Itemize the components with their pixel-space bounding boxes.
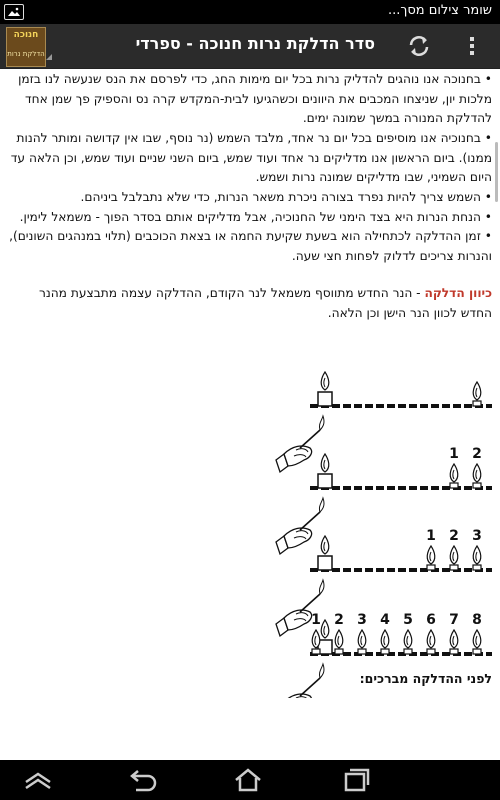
bullet-1: • בחנוכה אנו נוהגים להדליק נרות בכל יום מימות החג, כדי לפרסם את הנס שנעשה לנו בזמן מלכות יון, שניצחו המכבים את היוונים וכשהגיעו לבית-המקדש קרה נס והספיק פך שמן אחד להדלקת המנורה במשך שמונה ימים. — [18, 72, 492, 125]
screenshot-notification-icon — [4, 4, 24, 20]
recent-apps-icon[interactable] — [336, 766, 376, 794]
candle-flame-row-2-1 — [473, 464, 481, 482]
candle-cup-row-3-2 — [450, 565, 458, 570]
bullet-3: • השמש צריך להיות נפרד בצורה ניכרת משאר הנרות, כדי שלא נתבלבל ביניהם. — [80, 190, 492, 204]
candle-cup-row-3-3 — [427, 565, 435, 570]
candle-flame-row-3-2 — [450, 546, 458, 564]
app-logo[interactable] — [6, 27, 46, 67]
shamash-flame-row-4 — [321, 620, 329, 638]
status-text: שומר צילום מסך... — [387, 3, 492, 18]
page-title: סדר הדלקת נרות חנוכה - ספרדי — [135, 34, 375, 53]
candle-cup-row-2-2 — [450, 483, 458, 488]
shamash-holder-row-3 — [318, 556, 332, 570]
candle-number-row-3-2: 2 — [449, 528, 459, 544]
candle-flame-row-2-2 — [450, 464, 458, 482]
candle-number-row-2-1: 1 — [449, 446, 459, 462]
candle-number-row-4-4: 4 — [380, 612, 390, 628]
candle-cup-row-1-1 — [473, 401, 481, 406]
bullet-5: • זמן ההדלקה לכתחילה הוא בשעת שקיעת החמה או בצאת הכוכבים (תלוי במנהגים השונים), והנרות צריכים לדלוק לפחות חצי שעה. — [9, 229, 492, 263]
candle-number-row-4-5: 5 — [403, 612, 413, 628]
back-icon[interactable] — [122, 766, 162, 794]
candle-number-row-4-7: 7 — [449, 612, 459, 628]
app-logo-subtitle: הדלקת נרות — [7, 50, 45, 58]
illustration-svg — [270, 278, 500, 698]
app-logo-title: חנוכה — [13, 30, 39, 40]
candle-flame-row-4-3 — [427, 630, 435, 648]
candle-flame-row-4-7 — [335, 630, 343, 648]
candle-cup-row-4-8 — [312, 649, 320, 654]
candle-flame-row-4-5 — [381, 630, 389, 648]
candle-cup-row-4-7 — [335, 649, 343, 654]
navigation-bar — [0, 760, 500, 800]
candle-number-row-2-2: 2 — [472, 446, 482, 462]
candle-cup-row-4-4 — [404, 649, 412, 654]
candle-flame-row-3-3 — [427, 546, 435, 564]
lighting-hand-row-1 — [276, 416, 324, 472]
refresh-icon[interactable] — [406, 34, 432, 58]
candle-cup-row-4-1 — [473, 649, 481, 654]
bullet-4: • הנחת הנרות היא בצד הימני של החנוכיה, אבל מדליקים אותם בסדר הפוך - משמאל לימין. — [19, 210, 492, 224]
candle-number-row-4-8: 8 — [472, 612, 482, 628]
scrollbar[interactable] — [495, 142, 498, 202]
candle-number-row-4-1: 1 — [311, 612, 321, 628]
collapse-icon[interactable] — [18, 766, 58, 794]
candle-number-row-3-3: 3 — [472, 528, 482, 544]
candle-cup-row-4-5 — [381, 649, 389, 654]
candle-cup-row-3-1 — [473, 565, 481, 570]
up-caret-icon — [46, 54, 52, 60]
candle-flame-row-4-1 — [473, 630, 481, 648]
lighting-hand-row-4 — [276, 664, 324, 698]
candle-flame-row-3-1 — [473, 546, 481, 564]
candle-number-row-3-1: 1 — [426, 528, 436, 544]
overflow-menu-icon[interactable] — [466, 34, 478, 58]
shamash-holder-row-1 — [318, 392, 332, 406]
candle-cup-row-4-6 — [358, 649, 366, 654]
shamash-flame-row-3 — [321, 536, 329, 554]
candle-number-row-4-2: 2 — [334, 612, 344, 628]
candle-number-row-4-6: 6 — [426, 612, 436, 628]
action-bar — [0, 24, 500, 69]
direction-label: כיוון הדלקה — [424, 286, 492, 300]
shamash-holder-row-2 — [318, 474, 332, 488]
candle-cup-row-2-1 — [473, 483, 481, 488]
lighting-order-illustration — [270, 278, 500, 718]
shamash-flame-row-1 — [321, 372, 329, 390]
status-bar — [0, 0, 500, 24]
candle-flame-row-4-4 — [404, 630, 412, 648]
candle-number-row-4-3: 3 — [357, 612, 367, 628]
home-icon[interactable] — [228, 766, 268, 794]
candle-cup-row-4-3 — [427, 649, 435, 654]
candle-flame-row-4-8 — [312, 630, 320, 648]
bullet-2: • בחנוכיה אנו מוסיפים בכל יום נר אחד, מלבד השמש (נר נוסף, שבו אין קדושה ומותר להנות ממנו). ביום הראשון אנו מדליקים נר אחד ועוד שמש, ביום השני שניים ועוד שמש, וכן הלאה עד היום השמיני, שבו מדליקים שמונה נרות ושמש. — [10, 131, 492, 184]
lighting-hand-row-2 — [276, 498, 324, 554]
candle-flame-row-4-6 — [358, 630, 366, 648]
candle-flame-row-4-2 — [450, 630, 458, 648]
shamash-flame-row-2 — [321, 454, 329, 472]
candle-flame-row-1-1 — [473, 382, 481, 400]
candle-cup-row-4-2 — [450, 649, 458, 654]
direction-text: - הנר החדש מתווסף משמאל לנר הקודם, ההדלקה עצמה מתבצעת מהנר החדש לכוון הנר הישן וכן הלאה. — [38, 286, 492, 320]
blessing-heading: לפני ההדלקה מברכים: — [359, 671, 492, 686]
